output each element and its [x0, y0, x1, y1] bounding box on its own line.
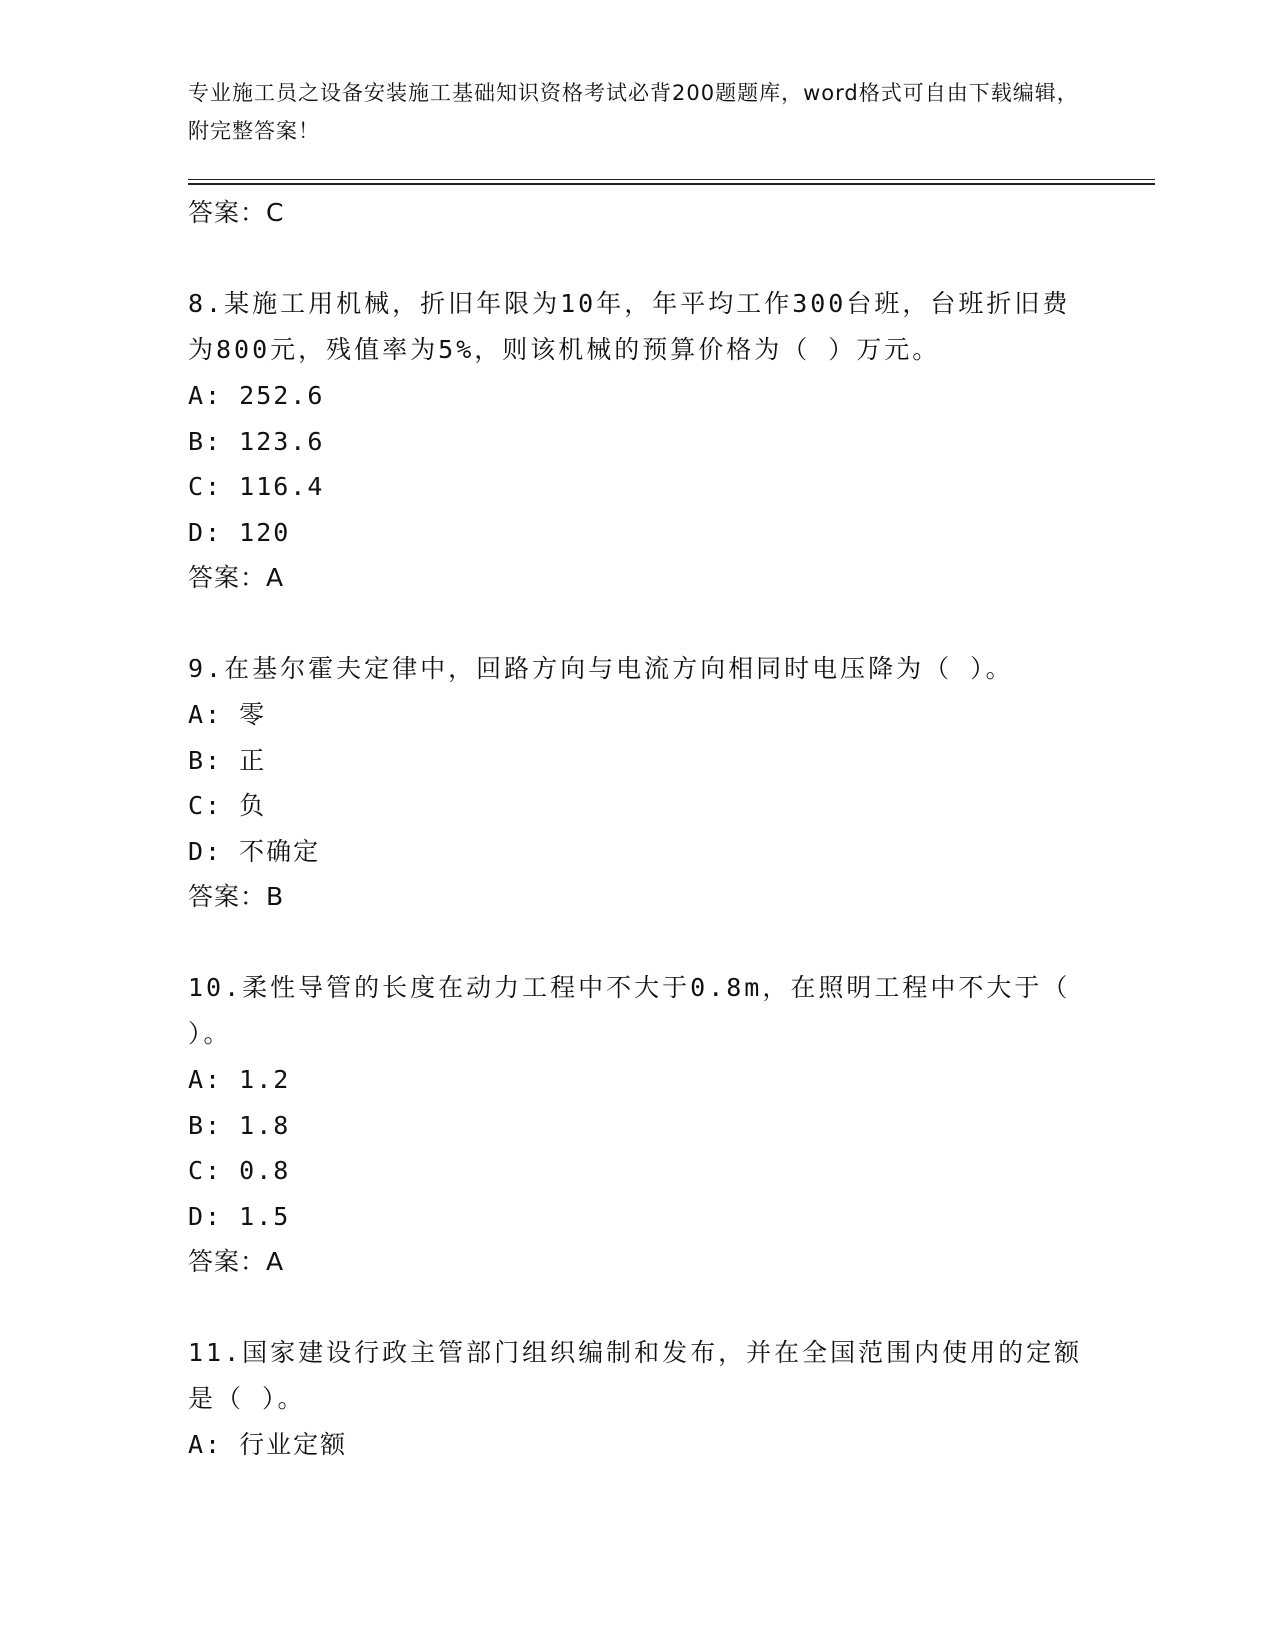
question-9	[188, 646, 1088, 919]
option-c: C: 0.8	[188, 1156, 291, 1185]
question-8	[188, 281, 1088, 600]
option-b: B: 正	[188, 745, 267, 775]
answer: 答案：A	[188, 563, 285, 592]
option-c: C: 116.4	[188, 472, 325, 501]
option-a: A: 行业定额	[188, 1430, 348, 1459]
question-text: 10.柔性导管的长度在动力工程中不大于0.8m，在照明工程中不大于（ ）。	[188, 973, 1071, 1048]
header-divider-thin	[188, 179, 1155, 180]
option-a: A: 252.6	[188, 381, 325, 410]
document-body	[188, 190, 1088, 1468]
option-a: A: 1.2	[188, 1065, 291, 1094]
question-text: 9.在基尔霍夫定律中，回路方向与电流方向相同时电压降为（ ）。	[188, 654, 1014, 683]
question-text: 8.某施工用机械，折旧年限为10年，年平均工作300台班，台班折旧费为800元，残值率为5%，则该机械的预算价格为（ ）万元。	[188, 289, 1071, 364]
option-b: B: 123.6	[188, 426, 325, 456]
header-title: 专业施工员之设备安装施工基础知识资格考试必背200题题库，word格式可自由下载编辑，附完整答案！	[188, 81, 1079, 143]
option-c: C: 负	[188, 791, 267, 820]
question-11	[188, 1330, 1088, 1468]
header-divider-thick	[188, 183, 1155, 185]
option-d: D: 不确定	[188, 836, 321, 866]
answer: 答案：B	[188, 882, 285, 911]
question-10	[188, 965, 1088, 1284]
answer: 答案：A	[188, 1247, 285, 1276]
option-a: A: 零	[188, 700, 267, 729]
option-b: B: 1.8	[188, 1110, 291, 1140]
question-text: 11.国家建设行政主管部门组织编制和发布，并在全国范围内使用的定额是（ ）。	[188, 1338, 1083, 1413]
option-d: D: 120	[188, 517, 291, 547]
document-header	[188, 74, 1088, 150]
previous-answer: 答案：C	[188, 198, 285, 227]
option-d: D: 1.5	[188, 1201, 291, 1231]
